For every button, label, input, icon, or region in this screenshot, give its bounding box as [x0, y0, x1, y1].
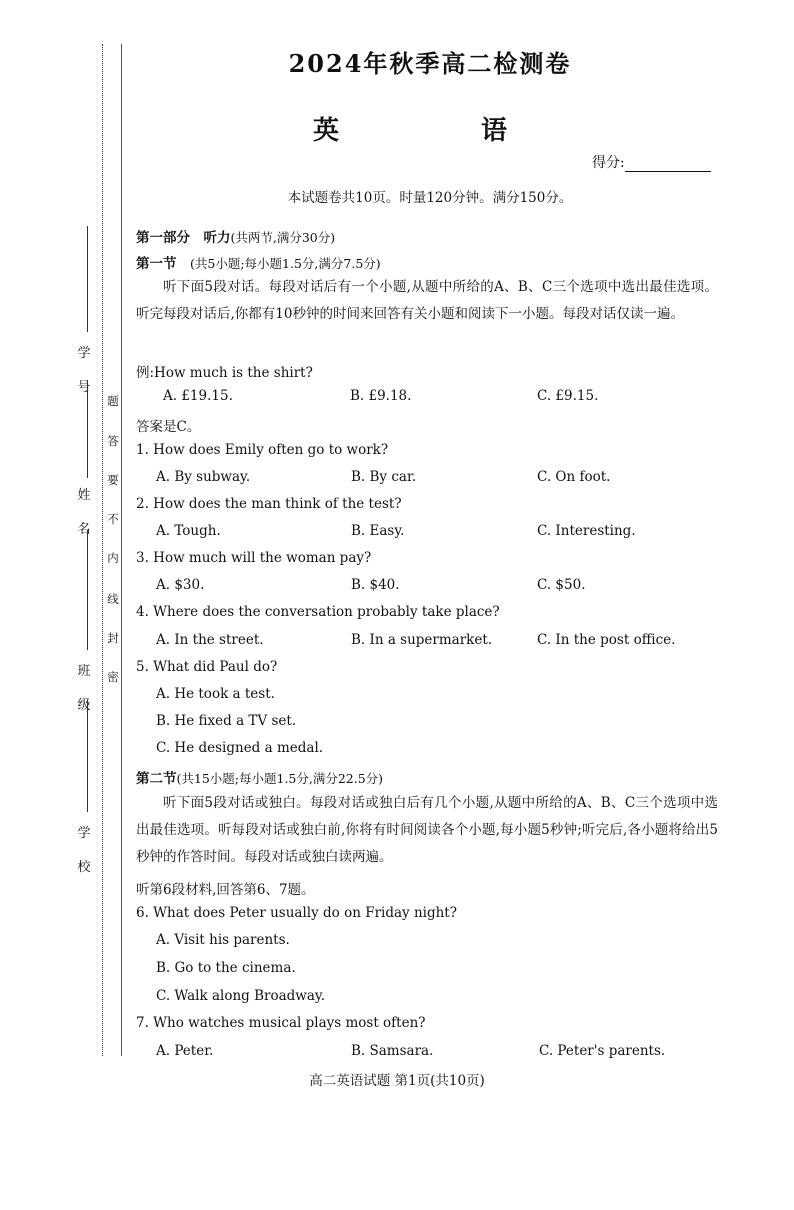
question-5: 5. What did Paul do? [136, 659, 278, 675]
section1-heading-text: 第一节 [136, 256, 177, 272]
score-blank[interactable] [625, 157, 711, 172]
seal-char-1: 题 [107, 394, 119, 408]
seal-char-2: 答 [107, 434, 119, 448]
q4-option-b[interactable]: B. In a supermarket. [351, 632, 493, 648]
q6-option-c[interactable]: C. Walk along Broadway. [156, 988, 326, 1004]
exam-intro: 本试题卷共10页。时量120分钟。满分150分。 [287, 190, 573, 206]
q1-option-a[interactable]: A. By subway. [156, 469, 251, 485]
name-label: 姓 名 [77, 488, 91, 537]
score-label: 得分: [592, 155, 625, 171]
q2-option-c[interactable]: C. Interesting. [537, 523, 636, 539]
question-2: 2. How does the man think of the test? [136, 496, 402, 512]
q5-option-c[interactable]: C. He designed a medal. [156, 740, 324, 756]
seal-char-6: 线 [107, 592, 119, 606]
section2-heading-text: 第二节 [136, 771, 177, 787]
example-question: 例:How much is the shirt? [136, 365, 313, 381]
q6-option-b[interactable]: B. Go to the cinema. [156, 960, 296, 976]
class-label: 班 级 [77, 664, 91, 713]
section2-instructions: 听下面5段对话或独白。每段对话或独白后有几个小题,从题中所给的A、B、C三个选项中选出最佳选项。听每段对话或独白前,你将有时间阅读各个小题,每小题5秒钟;听完后,各小题将给出5秒钟的作答时间。每段对话或独白读两遍。 [136, 795, 718, 865]
q3-option-a[interactable]: A. $30. [156, 577, 205, 593]
part1-heading-note: (共两节,满分30分) [230, 230, 336, 245]
question-3: 3. How much will the woman pay? [136, 550, 372, 566]
q4-option-c[interactable]: C. In the post office. [537, 632, 676, 648]
class-line [87, 530, 88, 650]
school-label: 学 校 [77, 826, 91, 875]
student-id-label: 学 号 [77, 346, 91, 395]
q2-option-b[interactable]: B. Easy. [351, 523, 405, 539]
q6-option-a[interactable]: A. Visit his parents. [156, 932, 290, 948]
section1-heading [136, 252, 381, 272]
question-6: 6. What does Peter usually do on Friday night? [136, 905, 457, 921]
seal-char-7: 封 [107, 631, 119, 645]
q7-option-a[interactable]: A. Peter. [156, 1043, 214, 1059]
q3-option-b[interactable]: B. $40. [351, 577, 400, 593]
material-6-note: 听第6段材料,回答第6、7题。 [136, 882, 315, 898]
name-line-top [87, 380, 88, 478]
section2-heading [136, 767, 383, 787]
q7-option-c[interactable]: C. Peter's parents. [539, 1043, 666, 1059]
question-1: 1. How does Emily often go to work? [136, 442, 389, 458]
q2-option-a[interactable]: A. Tough. [156, 523, 221, 539]
question-7: 7. Who watches musical plays most often? [136, 1015, 426, 1031]
question-4: 4. Where does the conversation probably take place? [136, 604, 500, 620]
school-line [87, 700, 88, 812]
q3-option-c[interactable]: C. $50. [537, 577, 586, 593]
seal-char-5: 内 [107, 551, 119, 565]
section1-instructions: 听下面5段对话。每段对话后有一个小题,从题中所给的A、B、C三个选项中选出最佳选项。听完每段对话后,你都有10秒钟的时间来回答有关小题和阅读下一小题。每段对话仅读一遍。 [136, 279, 718, 322]
q5-option-a[interactable]: A. He took a test. [156, 686, 275, 702]
page-footer: 高二英语试题 第1页(共10页) [309, 1073, 485, 1089]
section2-note: (共15小题;每小题1.5分,满分22.5分) [176, 771, 384, 786]
q1-option-b[interactable]: B. By car. [351, 469, 417, 485]
example-option-b: B. £9.18. [350, 388, 412, 404]
seal-char-3: 要 [107, 473, 119, 487]
score-field[interactable] [592, 152, 711, 172]
seal-char-8: 密 [107, 670, 119, 684]
q4-option-a[interactable]: A. In the street. [156, 632, 264, 648]
q1-option-c[interactable]: C. On foot. [537, 469, 611, 485]
example-answer: 答案是C。 [136, 419, 201, 435]
seal-char-4: 不 [107, 512, 119, 526]
q5-option-b[interactable]: B. He fixed a TV set. [156, 713, 297, 729]
part1-heading-text: 第一部分 听力 [136, 230, 231, 246]
student-id-line [87, 226, 88, 332]
example-option-c: C. £9.15. [537, 388, 599, 404]
example-option-a: A. £19.15. [163, 388, 233, 404]
subject-title: 英 语 [312, 116, 537, 146]
part1-heading [136, 226, 335, 246]
q7-option-b[interactable]: B. Samsara. [351, 1043, 434, 1059]
section1-note: (共5小题;每小题1.5分,满分7.5分) [190, 256, 381, 271]
exam-title: 2024年秋季高二检测卷 [288, 49, 572, 78]
